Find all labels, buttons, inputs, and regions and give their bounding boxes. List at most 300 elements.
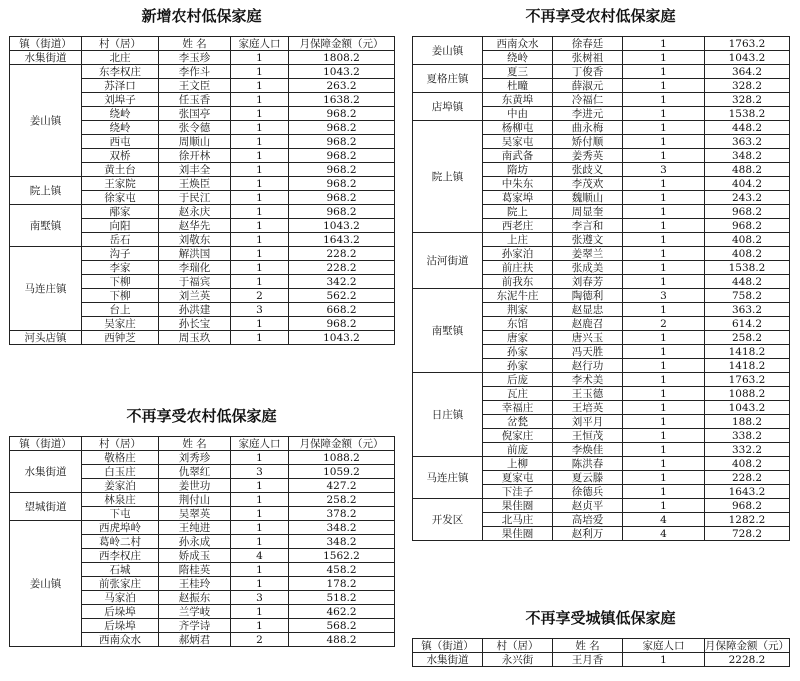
village-cell: 西钟芝 (82, 331, 159, 345)
monthly-amount-cell: 408.2 (705, 233, 790, 247)
name-cell: 荆付山 (159, 493, 231, 507)
village-cell: 葛岭二村 (82, 535, 159, 549)
household-size-cell: 1 (623, 331, 705, 345)
town-cell: 水集街道 (413, 653, 483, 667)
name-cell: 李茂欢 (553, 177, 623, 191)
new-rural-subsidy-table (9, 36, 395, 345)
household-size-cell: 1 (623, 135, 705, 149)
household-size-cell: 1 (623, 471, 705, 485)
town-cell: 马连庄镇 (10, 247, 82, 331)
household-size-cell: 1 (231, 331, 289, 345)
household-size-cell: 1 (231, 107, 289, 121)
name-cell: 王纯进 (159, 521, 231, 535)
household-size-cell: 1 (231, 163, 289, 177)
table-row (413, 233, 790, 247)
town-cell: 沽河街道 (413, 233, 483, 289)
monthly-amount-cell: 364.2 (705, 65, 790, 79)
household-size-cell: 1 (231, 51, 289, 65)
town-cell: 南墅镇 (10, 205, 82, 247)
monthly-amount-cell: 1043.2 (289, 219, 395, 233)
monthly-amount-cell: 328.2 (705, 93, 790, 107)
household-size-cell: 1 (231, 233, 289, 247)
monthly-amount-cell: 1088.2 (289, 451, 395, 465)
village-cell: 葛家埠 (483, 191, 553, 205)
monthly-amount-cell: 968.2 (289, 205, 395, 219)
village-cell: 上庄 (483, 233, 553, 247)
column-header: 镇（街道） (413, 639, 483, 653)
name-cell: 隋桂英 (159, 563, 231, 577)
monthly-amount-cell: 1763.2 (705, 373, 790, 387)
column-header: 村（居） (483, 639, 553, 653)
village-cell: 沟子 (82, 247, 159, 261)
name-cell: 仇翠红 (159, 465, 231, 479)
household-size-cell: 1 (623, 247, 705, 261)
table-row (10, 65, 395, 79)
household-size-cell: 1 (231, 317, 289, 331)
village-cell: 北庄 (82, 51, 159, 65)
name-cell: 刘兰英 (159, 289, 231, 303)
village-cell: 西老庄 (483, 219, 553, 233)
name-cell: 李瑞化 (159, 261, 231, 275)
household-size-cell: 1 (623, 415, 705, 429)
household-size-cell: 1 (623, 219, 705, 233)
monthly-amount-cell: 1562.2 (289, 549, 395, 563)
village-cell: 隋坊 (483, 163, 553, 177)
monthly-amount-cell: 1043.2 (289, 65, 395, 79)
column-header: 村（居） (82, 437, 159, 451)
column-header: 家庭人口 (231, 37, 289, 51)
household-size-cell: 1 (231, 535, 289, 549)
name-cell: 赵行功 (553, 359, 623, 373)
village-cell: 苏泽口 (82, 79, 159, 93)
village-cell: 李家 (82, 261, 159, 275)
village-cell: 夏家屯 (483, 471, 553, 485)
household-size-cell: 1 (231, 563, 289, 577)
town-cell: 院上镇 (413, 121, 483, 233)
monthly-amount-cell: 968.2 (705, 499, 790, 513)
table-row (413, 653, 790, 667)
table-row (413, 457, 790, 471)
town-cell: 南墅镇 (413, 289, 483, 373)
village-cell: 徐家屯 (82, 191, 159, 205)
monthly-amount-cell: 1638.2 (289, 93, 395, 107)
name-cell: 娇成玉 (159, 549, 231, 563)
town-cell: 姜山镇 (10, 65, 82, 177)
name-cell: 于福宾 (159, 275, 231, 289)
household-size-cell: 1 (623, 93, 705, 107)
household-size-cell: 3 (623, 289, 705, 303)
monthly-amount-cell: 968.2 (289, 121, 395, 135)
village-cell: 荆家 (483, 303, 553, 317)
monthly-amount-cell: 338.2 (705, 429, 790, 443)
header-row (413, 639, 790, 653)
name-cell: 张令德 (159, 121, 231, 135)
village-cell: 东馆 (483, 317, 553, 331)
village-cell: 岳石 (82, 233, 159, 247)
monthly-amount-cell: 1643.2 (705, 485, 790, 499)
name-cell: 赵鹿召 (553, 317, 623, 331)
monthly-amount-cell: 728.2 (705, 527, 790, 541)
monthly-amount-cell: 1059.2 (289, 465, 395, 479)
name-cell: 魏顺山 (553, 191, 623, 205)
household-size-cell: 1 (231, 149, 289, 163)
monthly-amount-cell: 488.2 (289, 633, 395, 647)
household-size-cell: 1 (231, 507, 289, 521)
name-cell: 曲永梅 (553, 121, 623, 135)
name-cell: 李言和 (553, 219, 623, 233)
monthly-amount-cell: 568.2 (289, 619, 395, 633)
household-size-cell: 1 (231, 619, 289, 633)
monthly-amount-cell: 1538.2 (705, 261, 790, 275)
village-cell: 南武备 (483, 149, 553, 163)
village-cell: 邴家 (82, 205, 159, 219)
village-cell: 绕岭 (82, 107, 159, 121)
monthly-amount-cell: 488.2 (705, 163, 790, 177)
name-cell: 周玉玖 (159, 331, 231, 345)
monthly-amount-cell: 462.2 (289, 605, 395, 619)
household-size-cell: 1 (623, 345, 705, 359)
town-cell: 河头店镇 (10, 331, 82, 345)
column-header: 村（居） (82, 37, 159, 51)
household-size-cell: 3 (231, 303, 289, 317)
household-size-cell: 1 (231, 261, 289, 275)
village-cell: 果佳圈 (483, 527, 553, 541)
column-header: 镇（街道） (10, 437, 82, 451)
village-cell: 上柳 (483, 457, 553, 471)
household-size-cell: 1 (623, 261, 705, 275)
table-row (10, 451, 395, 465)
monthly-amount-cell: 408.2 (705, 247, 790, 261)
household-size-cell: 1 (623, 485, 705, 499)
name-cell: 李焕佳 (553, 443, 623, 457)
village-cell: 后垛埠 (82, 619, 159, 633)
household-size-cell: 1 (623, 387, 705, 401)
column-header: 姓 名 (159, 37, 231, 51)
household-size-cell: 1 (231, 135, 289, 149)
village-cell: 中朱东 (483, 177, 553, 191)
monthly-amount-cell: 408.2 (705, 457, 790, 471)
household-size-cell: 1 (623, 51, 705, 65)
town-cell: 水集街道 (10, 51, 82, 65)
name-cell: 冷福仁 (553, 93, 623, 107)
household-size-cell: 1 (231, 205, 289, 219)
household-size-cell: 1 (231, 121, 289, 135)
household-size-cell: 1 (231, 577, 289, 591)
name-cell: 刘丰全 (159, 163, 231, 177)
household-size-cell: 1 (231, 521, 289, 535)
monthly-amount-cell: 562.2 (289, 289, 395, 303)
village-cell: 吴家屯 (483, 135, 553, 149)
household-size-cell: 1 (231, 605, 289, 619)
name-cell: 夏云滕 (553, 471, 623, 485)
village-cell: 前庄扶 (483, 261, 553, 275)
village-cell: 西南众水 (483, 37, 553, 51)
table-row (10, 331, 395, 345)
name-cell: 李进元 (553, 107, 623, 121)
monthly-amount-cell: 228.2 (289, 247, 395, 261)
monthly-amount-cell: 968.2 (289, 191, 395, 205)
household-size-cell: 1 (623, 107, 705, 121)
monthly-amount-cell: 1088.2 (705, 387, 790, 401)
village-cell: 下柳 (82, 289, 159, 303)
village-cell: 前庞 (483, 443, 553, 457)
household-size-cell: 1 (623, 443, 705, 457)
village-cell: 下屯 (82, 507, 159, 521)
name-cell: 张歧义 (553, 163, 623, 177)
household-size-cell: 2 (623, 317, 705, 331)
monthly-amount-cell: 614.2 (705, 317, 790, 331)
monthly-amount-cell: 228.2 (705, 471, 790, 485)
village-cell: 前张家庄 (82, 577, 159, 591)
name-cell: 孙洪建 (159, 303, 231, 317)
name-cell: 赵华先 (159, 219, 231, 233)
monthly-amount-cell: 178.2 (289, 577, 395, 591)
monthly-amount-cell: 448.2 (705, 121, 790, 135)
monthly-amount-cell: 342.2 (289, 275, 395, 289)
village-cell: 前我东 (483, 275, 553, 289)
name-cell: 李作斗 (159, 65, 231, 79)
town-cell: 马连庄镇 (413, 457, 483, 499)
village-cell: 黄土台 (82, 163, 159, 177)
household-size-cell: 3 (231, 591, 289, 605)
monthly-amount-cell: 1043.2 (289, 331, 395, 345)
name-cell: 张成美 (553, 261, 623, 275)
name-cell: 徐德兵 (553, 485, 623, 499)
village-cell: 王家院 (82, 177, 159, 191)
monthly-amount-cell: 458.2 (289, 563, 395, 577)
household-size-cell: 1 (231, 219, 289, 233)
village-cell: 西虎埠岭 (82, 521, 159, 535)
name-cell: 刘秀珍 (159, 451, 231, 465)
household-size-cell: 1 (623, 401, 705, 415)
monthly-amount-cell: 1418.2 (705, 359, 790, 373)
name-cell: 周顺山 (159, 135, 231, 149)
monthly-amount-cell: 668.2 (289, 303, 395, 317)
village-cell: 姜家泊 (82, 479, 159, 493)
household-size-cell: 1 (623, 373, 705, 387)
name-cell: 王恒茂 (553, 429, 623, 443)
name-cell: 刘春芳 (553, 275, 623, 289)
village-cell: 岔甃 (483, 415, 553, 429)
name-cell: 李玉珍 (159, 51, 231, 65)
name-cell: 郝炳君 (159, 633, 231, 647)
table-row (413, 373, 790, 387)
name-cell: 刘敬东 (159, 233, 231, 247)
household-size-cell: 1 (623, 429, 705, 443)
monthly-amount-cell: 258.2 (289, 493, 395, 507)
monthly-amount-cell: 404.2 (705, 177, 790, 191)
table-row (413, 121, 790, 135)
village-cell: 下洼子 (483, 485, 553, 499)
monthly-amount-cell: 348.2 (289, 535, 395, 549)
household-size-cell: 1 (623, 37, 705, 51)
household-size-cell: 4 (623, 513, 705, 527)
village-cell: 后垛埠 (82, 605, 159, 619)
village-cell: 东李权庄 (82, 65, 159, 79)
column-header: 镇（街道） (10, 37, 82, 51)
monthly-amount-cell: 968.2 (289, 177, 395, 191)
name-cell: 赵振东 (159, 591, 231, 605)
household-size-cell: 1 (623, 65, 705, 79)
monthly-amount-cell: 1043.2 (705, 401, 790, 415)
monthly-amount-cell: 2228.2 (705, 653, 790, 667)
name-cell: 刘平月 (553, 415, 623, 429)
monthly-amount-cell: 328.2 (705, 79, 790, 93)
header-row (10, 37, 395, 51)
name-cell: 王焕臣 (159, 177, 231, 191)
household-size-cell: 1 (231, 65, 289, 79)
household-size-cell: 2 (231, 633, 289, 647)
table-row (413, 93, 790, 107)
household-size-cell: 1 (623, 177, 705, 191)
household-size-cell: 1 (623, 149, 705, 163)
name-cell: 齐学诗 (159, 619, 231, 633)
monthly-amount-cell: 448.2 (705, 275, 790, 289)
monthly-amount-cell: 363.2 (705, 135, 790, 149)
table3-title: 不再享受农村低保家庭 (525, 7, 676, 25)
monthly-amount-cell: 263.2 (289, 79, 395, 93)
monthly-amount-cell: 1043.2 (705, 51, 790, 65)
name-cell: 吴翠英 (159, 507, 231, 521)
village-cell: 刘埠子 (82, 93, 159, 107)
name-cell: 赵贞平 (553, 499, 623, 513)
village-cell: 中由 (483, 107, 553, 121)
monthly-amount-cell: 427.2 (289, 479, 395, 493)
name-cell: 陈洪春 (553, 457, 623, 471)
header-row (10, 437, 395, 451)
column-header: 家庭人口 (231, 437, 289, 451)
village-cell: 杨柳屯 (483, 121, 553, 135)
monthly-amount-cell: 1763.2 (705, 37, 790, 51)
village-cell: 西屯 (82, 135, 159, 149)
monthly-amount-cell: 968.2 (289, 149, 395, 163)
name-cell: 丁俊香 (553, 65, 623, 79)
household-size-cell: 4 (623, 527, 705, 541)
village-cell: 林泉庄 (82, 493, 159, 507)
household-size-cell: 3 (231, 465, 289, 479)
town-cell: 姜山镇 (10, 521, 82, 647)
village-cell: 幸福庄 (483, 401, 553, 415)
monthly-amount-cell: 332.2 (705, 443, 790, 457)
monthly-amount-cell: 378.2 (289, 507, 395, 521)
table-row (10, 205, 395, 219)
village-cell: 绕岭 (82, 121, 159, 135)
town-cell: 日庄镇 (413, 373, 483, 457)
village-cell: 向阳 (82, 219, 159, 233)
village-cell: 永兴街 (483, 653, 553, 667)
household-size-cell: 4 (231, 549, 289, 563)
household-size-cell: 1 (231, 451, 289, 465)
name-cell: 唐兴玉 (553, 331, 623, 345)
village-cell: 孙家 (483, 345, 553, 359)
village-cell: 唐家 (483, 331, 553, 345)
town-cell: 开发区 (413, 499, 483, 541)
monthly-amount-cell: 968.2 (289, 317, 395, 331)
village-cell: 石城 (82, 563, 159, 577)
name-cell: 矫付顺 (553, 135, 623, 149)
name-cell: 王玉德 (553, 387, 623, 401)
household-size-cell: 1 (231, 247, 289, 261)
monthly-amount-cell: 1418.2 (705, 345, 790, 359)
monthly-amount-cell: 258.2 (705, 331, 790, 345)
column-header: 月保障金额（元） (289, 37, 395, 51)
monthly-amount-cell: 348.2 (705, 149, 790, 163)
village-cell: 白玉庄 (82, 465, 159, 479)
household-size-cell: 2 (231, 289, 289, 303)
monthly-amount-cell: 1282.2 (705, 513, 790, 527)
name-cell: 于民江 (159, 191, 231, 205)
column-header: 月保障金额（元） (289, 437, 395, 451)
village-cell: 后庞 (483, 373, 553, 387)
household-size-cell: 1 (231, 177, 289, 191)
household-size-cell: 1 (623, 499, 705, 513)
monthly-amount-cell: 228.2 (289, 261, 395, 275)
monthly-amount-cell: 1538.2 (705, 107, 790, 121)
name-cell: 高培爱 (553, 513, 623, 527)
town-cell: 院上镇 (10, 177, 82, 205)
town-cell: 夏格庄镇 (413, 65, 483, 93)
table-row (413, 289, 790, 303)
monthly-amount-cell: 968.2 (705, 205, 790, 219)
household-size-cell: 1 (231, 479, 289, 493)
household-size-cell: 3 (623, 163, 705, 177)
village-cell: 台上 (82, 303, 159, 317)
table-row (10, 51, 395, 65)
name-cell: 徐春廷 (553, 37, 623, 51)
household-size-cell: 1 (623, 303, 705, 317)
household-size-cell: 1 (231, 493, 289, 507)
table-row (10, 247, 395, 261)
village-cell: 孙家泊 (483, 247, 553, 261)
table-row (413, 499, 790, 513)
monthly-amount-cell: 188.2 (705, 415, 790, 429)
household-size-cell: 1 (623, 79, 705, 93)
name-cell: 赵显忠 (553, 303, 623, 317)
monthly-amount-cell: 518.2 (289, 591, 395, 605)
town-cell: 水集街道 (10, 451, 82, 493)
name-cell: 陶德利 (553, 289, 623, 303)
name-cell: 姜秀英 (553, 149, 623, 163)
monthly-amount-cell: 363.2 (705, 303, 790, 317)
monthly-amount-cell: 968.2 (289, 135, 395, 149)
discontinued-rural-subsidy-table-left (9, 436, 395, 647)
column-header: 月保障金额（元） (705, 639, 789, 652)
village-cell: 瓦庄 (483, 387, 553, 401)
monthly-amount-cell: 1808.2 (289, 51, 395, 65)
table1-title: 新增农村低保家庭 (141, 7, 262, 25)
village-cell: 双桥 (82, 149, 159, 163)
name-cell: 姜翠兰 (553, 247, 623, 261)
table-row (413, 65, 790, 79)
village-cell: 北马庄 (483, 513, 553, 527)
name-cell: 薛淑元 (553, 79, 623, 93)
household-size-cell: 1 (623, 233, 705, 247)
village-cell: 西李权庄 (82, 549, 159, 563)
discontinued-urban-subsidy-table (412, 638, 790, 667)
village-cell: 东黄埠 (483, 93, 553, 107)
village-cell: 倪家庄 (483, 429, 553, 443)
village-cell: 杜疃 (483, 79, 553, 93)
village-cell: 马家泊 (82, 591, 159, 605)
table-row (10, 493, 395, 507)
village-cell: 孙家 (483, 359, 553, 373)
monthly-amount-cell: 968.2 (289, 163, 395, 177)
name-cell: 王培英 (553, 401, 623, 415)
name-cell: 王桂玲 (159, 577, 231, 591)
household-size-cell: 1 (623, 359, 705, 373)
name-cell: 张树祖 (553, 51, 623, 65)
household-size-cell: 1 (623, 275, 705, 289)
